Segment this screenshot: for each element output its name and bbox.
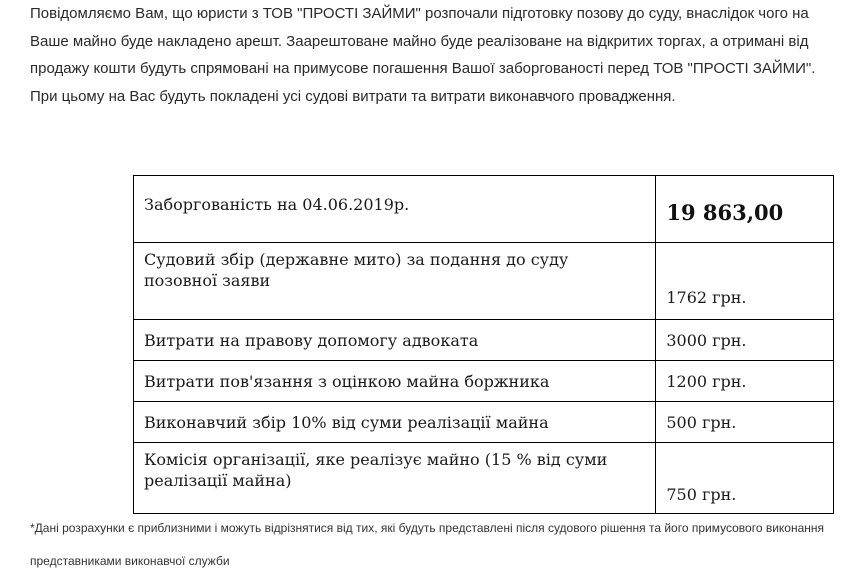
lawyer-fee-amount: 3000 грн. <box>656 320 834 361</box>
debt-total-amount: 19 863,00 <box>666 199 784 225</box>
table-row <box>134 402 834 443</box>
debt-amount-cell <box>656 176 834 243</box>
disclaimer-footnote: *Дані розрахунки є приблизними і можуть відрізнятися від тих, які будуть представлені після судового рішення та його примусового виконання представниками виконавчої служби <box>30 521 825 568</box>
lawyer-fee-label: Витрати на правову допомогу адвоката <box>134 320 656 361</box>
court-fee-label: Судовий збір (державне мито) за подання до суду позовної заяви <box>134 243 656 320</box>
table-row <box>134 243 834 320</box>
debt-date-label: Заборгованість на 04.06.2019р. <box>134 176 656 243</box>
court-fee-amount: 1762 грн. <box>656 243 834 320</box>
table-row <box>134 443 834 514</box>
valuation-cost-label: Витрати пов'язання з оцінкою майна боржника <box>134 361 656 402</box>
table-row <box>134 320 834 361</box>
notice-paragraph: Повідомляємо Вам, що юристи з ТОВ "ПРОСТІ ЗАЙМИ" розпочали підготовку позову до суду, внаслідок чого на Ваше майно буде накладено арешт. Заарештоване майно буде реалізоване на відкритих торгах, а отримані від продажу кошти будуть спрямовані на примусове погашення Вашої заборгованості перед ТОВ "ПРОСТІ ЗАЙМИ". При цьому на Вас будуть покладені усі судові витрати та витрати виконавчого провадження. <box>30 5 816 105</box>
valuation-cost-amount: 1200 грн. <box>656 361 834 402</box>
table-row <box>134 176 834 243</box>
commission-label: Комісія організації, яке реалізує майно (15 % від суми реалізації майна) <box>134 443 656 514</box>
commission-amount: 750 грн. <box>656 443 834 514</box>
debt-breakdown-table <box>133 175 834 514</box>
enforcement-fee-amount: 500 грн. <box>656 402 834 443</box>
table-row <box>134 361 834 402</box>
enforcement-fee-label: Виконавчий збір 10% від суми реалізації майна <box>134 402 656 443</box>
